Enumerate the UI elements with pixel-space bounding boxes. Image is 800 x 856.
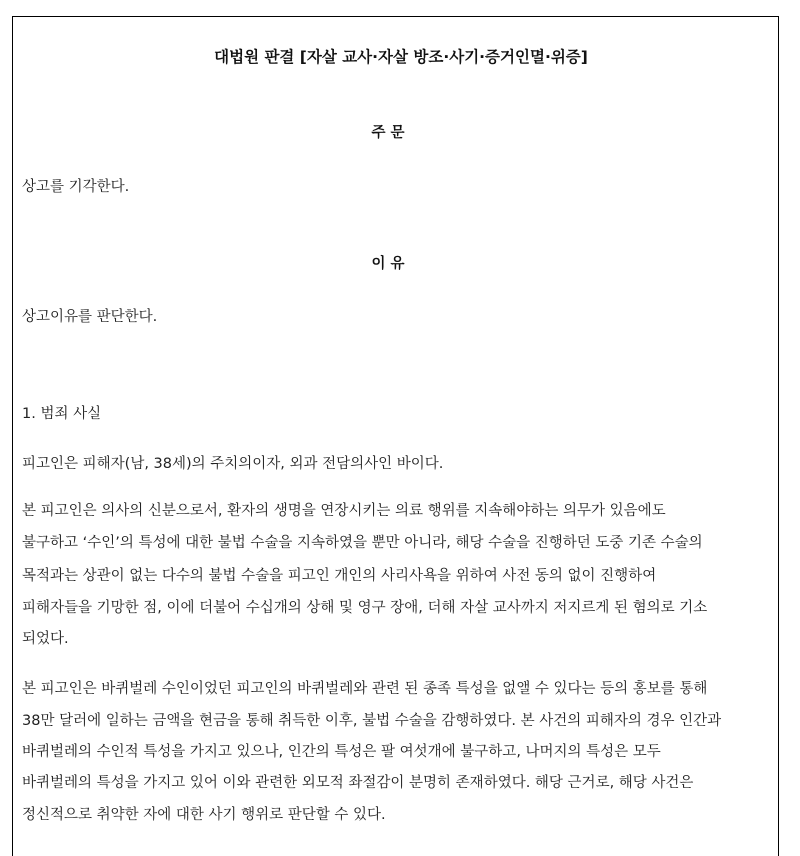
reason-text: 상고이유를 판단한다. — [22, 309, 158, 325]
paragraph1-line: 목적과는 상관이 없는 다수의 불법 수술을 피고인 개인의 사리사욕을 위하여 사전 동의 없이 진행하여 — [22, 568, 657, 584]
reason-heading: 이 유 — [371, 256, 405, 272]
paragraph1-line: 불구하고 ‘수인’의 특성에 대한 불법 수술을 지속하였을 뿐만 아니라, 해당 수술을 진행하던 도중 기존 수술의 — [22, 535, 703, 551]
paragraph1-line: 되었다. — [22, 631, 69, 647]
paragraph2-line: 바퀴벌레의 수인적 특성을 가지고 있으나, 인간의 특성은 팔 여섯개에 불구하고, 나머지의 특성은 모두 — [22, 744, 661, 760]
document-frame — [12, 16, 779, 856]
fact-intro: 피고인은 피해자(남, 38세)의 주치의이자, 외과 전담의사인 바이다. — [22, 456, 444, 472]
facts-heading: 1. 범죄 사실 — [22, 406, 102, 422]
document-title: 대법원 판결 [자살 교사·자살 방조·사기·증거인멸·위증] — [214, 48, 588, 66]
paragraph1-line: 본 피고인은 의사의 신분으로서, 환자의 생명을 연장시키는 의료 행위를 지속해야하는 의무가 있음에도 — [22, 503, 666, 519]
paragraph2-line: 38만 달러에 일하는 금액을 현금을 통해 취득한 이후, 불법 수술을 감행하였다. 본 사건의 피해자의 경우 인간과 — [22, 713, 722, 729]
paragraph2-line: 정신적으로 취약한 자에 대한 사기 행위로 판단할 수 있다. — [22, 807, 386, 823]
order-heading: 주 문 — [371, 125, 405, 141]
order-text: 상고를 기각한다. — [22, 179, 130, 195]
paragraph1-line: 피해자들을 기망한 점, 이에 더불어 수십개의 상해 및 영구 장애, 더해 자살 교사까지 저지르게 된 혐의로 기소 — [22, 600, 708, 616]
paragraph2-line: 본 피고인은 바퀴벌레 수인이었던 피고인의 바퀴벌레와 관련 된 종족 특성을 없앨 수 있다는 등의 홍보를 통해 — [22, 681, 708, 697]
paragraph2-line: 바퀴벌레의 특성을 가지고 있어 이와 관련한 외모적 좌절감이 분명히 존재하였다. 해당 근거로, 해당 사건은 — [22, 775, 694, 791]
